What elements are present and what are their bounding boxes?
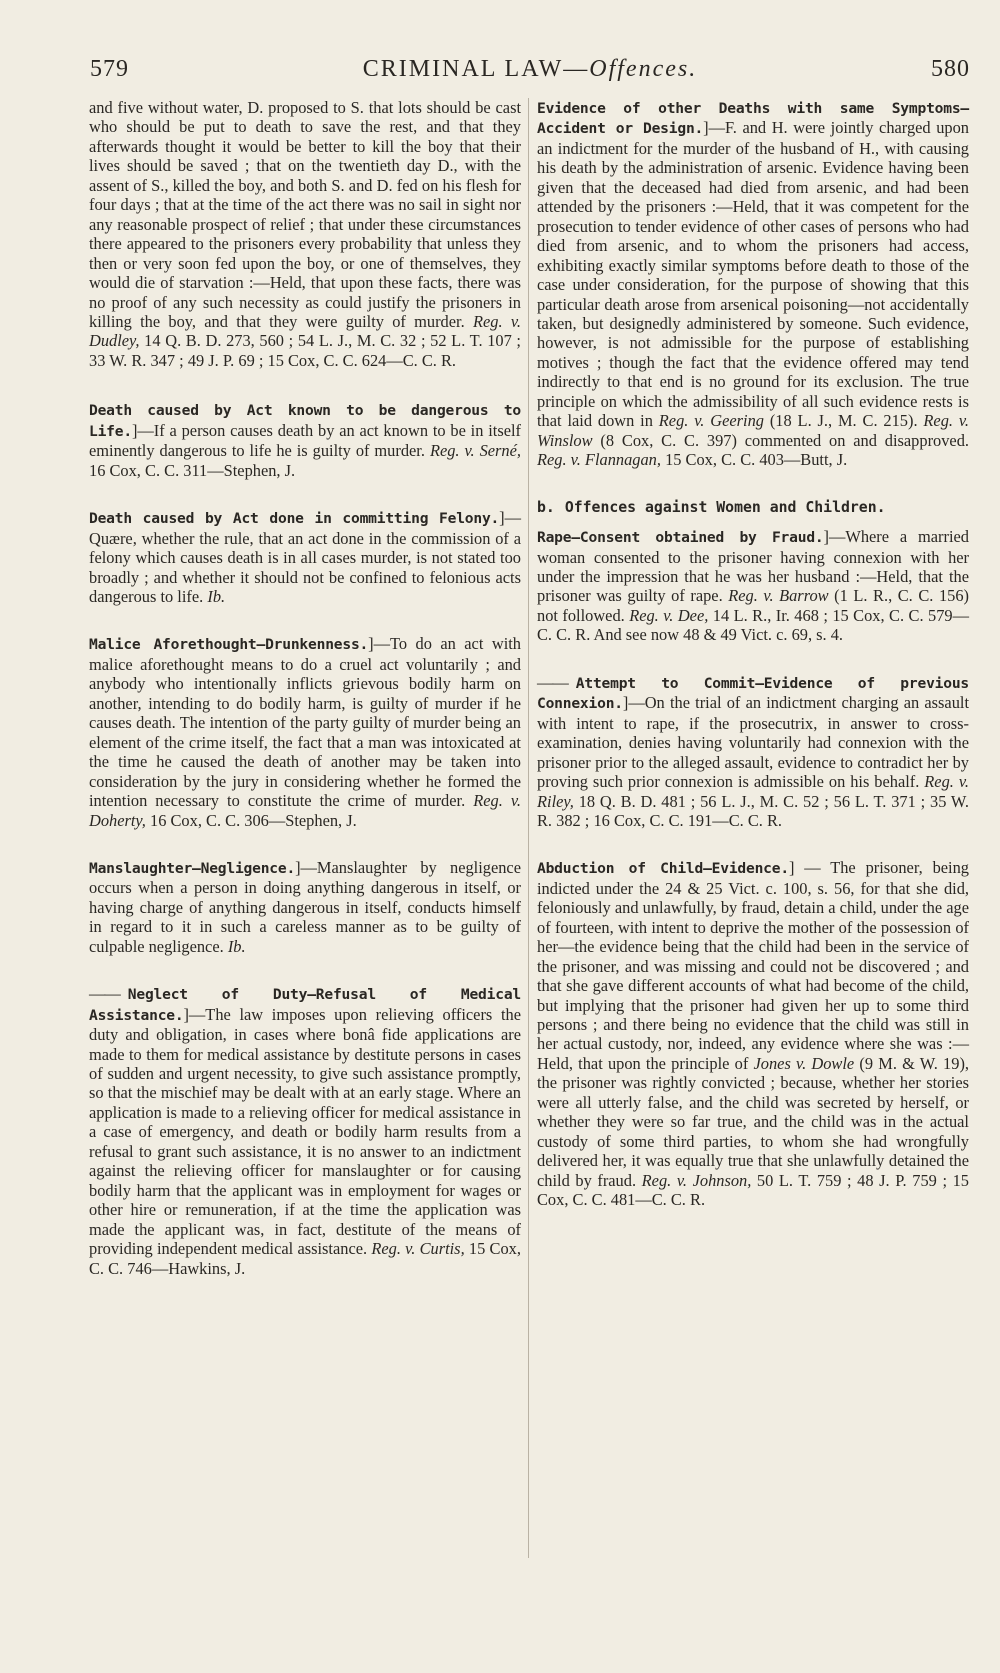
citation-reference: 16 Cox, C. C. 311—Stephen, J. (89, 460, 296, 480)
entry-heading: Death caused by Act known to be dangerous to Life. (89, 402, 521, 440)
citation-reference: 16 Cox, C. C. 306—Stephen, J. (145, 810, 357, 830)
entry-text: ]—F. and H. were jointly charged upon an indictment for the murder of the husband of H., with causing his death by the administration of arsenic. Evidence having been given that the deceased had died from arsenic, and had been attended by the prisoners :—Held, that it was competent for the prosecution to tender evidence of other cases of persons who had died from arsenic, and to whom the prisoners had access, exhibiting exactly similar symptoms before death to those of the case under consideration, for the purpose of showing that this particular death arose from arsenical poisoning—not accidentally taken, but designedly administered by someone. Such evidence, however, is not admissible for the purpose of establishing motives ; though the fact that the evidence offered may tend indirectly to that end is no ground for its exclusion. The true principle on which the admissibility of all such evidence rests is that laid down in (537, 118, 970, 431)
entry-text: and five without water, D. proposed to S. that lots should be cast who should be put to death to save the rest, and that they afterwards thought it would be better to kill the boy that their lives should be saved ; that on the twentieth day D., with the assent of S., killed the boy, and both S. and D. fed on his flesh for four days ; that at the time of the act there was no sail in sight nor any reasonable prospect of relief ; that under these circumstances there appeared to the prisoners every probability that unless they then or very soon fed upon the boy, or one of themselves, they would die of starvation :—Held, that upon these facts, there was no proof of any such necessity as could justify the prisoners in killing the boy, and that they were guilty of murder. (89, 98, 521, 331)
entry-heading: Abduction of Child—Evidence. (537, 860, 789, 878)
title-italic: Offences. (589, 56, 698, 82)
section-letter: b. (537, 498, 555, 516)
entry-malice-drunkenness (89, 634, 521, 830)
entry-death-felony (89, 508, 521, 606)
entry-heading: Evidence of other Deaths with same Symptoms—Accident or Design. (537, 100, 969, 138)
entry-other-deaths (537, 98, 969, 470)
entry-text: ] — The prisoner, being indicted under the 24 & 25 Vict. c. 100, s. 56, for that she did, feloniously and unlawfully, by fraud, detain a child, under the age of fourteen, with intent to deprive the mother of the possession of her—the evidence being that the child had been in the service of the prisoner, and was missing and could not be discovered ; and that she gave different accounts of what had become of the child, but implying that the prisoner had given her up to some third persons ; and there being no evidence that the child was still in her actual custody, nor, indeed, any evidence where she was :—Held, that upon the principle of (537, 858, 969, 1073)
entry-heading: Manslaughter—Negligence. (89, 859, 296, 877)
case-citation: Ib. (227, 936, 246, 956)
entry-text: (1 L. R., C. C. 156) not followed. (537, 586, 969, 625)
entry-heading: Malice Aforethought—Drunkenness. (89, 636, 369, 654)
title-main: CRIMINAL LAW— (362, 56, 590, 82)
entry-abduction-of-child (537, 858, 969, 1209)
entry-text: ]—Manslaughter by negligence occurs when a person in doing anything dangerous in itself, or having charge of anything dangerous in itself, conducts himself in regard to it in such a careless manner as to be guilty of culpable negligence. (89, 857, 521, 956)
entry-text: (18 L. J., M. C. 215). (763, 411, 924, 431)
citation-reference: 50 L. T. 759 ; 48 J. P. 759 ; 15 Cox, C. C. 481—C. C. R. (537, 1170, 969, 1210)
section-title: Offences against Women and Children. (564, 498, 886, 516)
entry-heading: Attempt to Commit—Evidence of previous Connexion. (537, 674, 969, 713)
case-citation: Ib. (207, 586, 226, 606)
entry-text: ]—On the trial of an indictment charging an assault with intent to rape, if the prosecutrix, in answer to cross-examination, denies having voluntarily had connexion with the prisoner prior to the alleged assault, evidence to contradict her by proving such prior connexion is admissible on his behalf. (537, 693, 969, 792)
left-column (89, 98, 521, 1306)
case-citation: Reg. v. Dudley, (89, 311, 521, 351)
ditto-dash: —— (89, 984, 120, 1004)
citation-reference: 15 Cox, C. C. 403—Butt, J. (660, 450, 848, 470)
citation-reference: 18 Q. B. D. 481 ; 56 L. J., M. C. 52 ; 56 L. T. 371 ; 35 W. R. 382 ; 16 Cox, C. C. 191—C. C. R. (537, 791, 969, 830)
running-header (90, 56, 970, 96)
citation-reference: 15 Cox, C. C. 746—Hawkins, J. (89, 1239, 521, 1278)
entry-heading: Neglect of Duty—Refusal of Medical Assistance. (89, 986, 521, 1024)
entry-manslaughter-negligence (89, 858, 521, 956)
entry-death-dangerous-act (89, 400, 521, 480)
entry-neglect-of-duty (89, 984, 521, 1278)
case-citation: Reg. v. Winslow (537, 411, 970, 450)
ditto-dash: —— (537, 672, 568, 692)
right-column (537, 98, 969, 1238)
column-divider (528, 98, 529, 1558)
citation-reference: 14 Q. B. D. 273, 560 ; 54 L. J., M. C. 32 ; 52 L. T. 107 ; 33 W. R. 347 ; 49 J. P. 69 ; 15 Cox, C. C. 624—C. C. R. (89, 331, 521, 370)
case-citation: Jones v. Dowle (753, 1053, 855, 1073)
entry-heading: Death caused by Act done in committing Felony. (89, 510, 500, 528)
case-citation: Reg. v. Riley, (537, 772, 969, 811)
entry-text: ]—If a person causes death by an act known to be in itself eminently dangerous to life he is guilty of murder. (89, 420, 521, 461)
entry-heading: Rape—Consent obtained by Fraud. (537, 529, 824, 547)
entry-text: ]—To do an act with malice aforethought means to do a cruel act voluntarily ; and anybody who intentionally inflicts grievous bodily harm on another, intending to do bodily harm, is guilty of murder if he causes death. The intention of the party guilty of murder being an element of the crime itself, the fact that a man was intoxicated at the time he caused the death of another may be taken into consideration by the jury in considering whether he formed the intention necessary to constitute the crime of murder. (89, 634, 521, 811)
section-heading (537, 498, 969, 517)
entry-rape-fraud (537, 527, 969, 645)
case-citation: Reg. v. Dee, (629, 605, 709, 625)
entry-text: ]—Where a married woman consented to the prisoner having connexion with her under the impression that he was her husband :—Held, that the prisoner was guilty of rape. (537, 527, 970, 606)
case-citation: Reg. v. Doherty, (89, 791, 521, 830)
entry-continued (89, 98, 521, 370)
case-citation: Reg. v. Serné, (429, 441, 521, 461)
entry-attempt-to-commit (537, 673, 969, 831)
citation-reference: 14 L. R., Ir. 468 ; 15 Cox, C. C. 579—C. C. R. And see now 48 & 49 Vict. c. 69, s. 4. (537, 605, 969, 645)
entry-text: (8 Cox, C. C. 397) commented on and disapproved. (592, 430, 969, 450)
page-title (363, 56, 697, 83)
case-citation: Reg. v. Johnson, (641, 1170, 752, 1190)
entry-text: ]—The law imposes upon relieving officers the duty and obligation, in cases where bonâ fide applications are made to them for medical assistance by destitute persons in cases of sudden and urgent necessity, to give such assistance promptly, so that the mischief may be dealt with at an early stage. Where an application is made to a relieving officer for medical assistance in a case of emergency, and death or bodily harm results from a refusal to grant such assistance, it is no answer to an indictment against the relieving officer for manslaughter or for causing bodily harm that the applicant was in employment for wages or other hire or remuneration, if at the time the application was made the applicant was, in fact, destitute of the means of providing independent medical assistance. (89, 1004, 521, 1259)
case-citation: Reg. v. Barrow (728, 586, 829, 606)
page-number-right: 580 (931, 56, 970, 82)
page-number-left: 579 (90, 56, 129, 82)
entry-text: (9 M. & W. 19), the prisoner was rightly convicted ; because, whether her stories were all utterly false, and the child was secreted by herself, or whether they were so far true, and the child was in the actual custody of some third parties, to whom she had wrongfully delivered her, it was equally true that she unlawfully detained the child by fraud. (537, 1053, 970, 1190)
case-citation: Reg. v. Geering (658, 411, 764, 431)
entry-text: ]—Quære, whether the rule, that an act done in the commission of a felony which causes death is in all cases murder, is not stated too broadly ; and whether it should not be confined to felonious acts dangerous to life. (89, 508, 521, 606)
case-citation: Reg. v. Curtis, (371, 1239, 465, 1259)
case-citation: Reg. v. Flannagan, (537, 450, 661, 470)
